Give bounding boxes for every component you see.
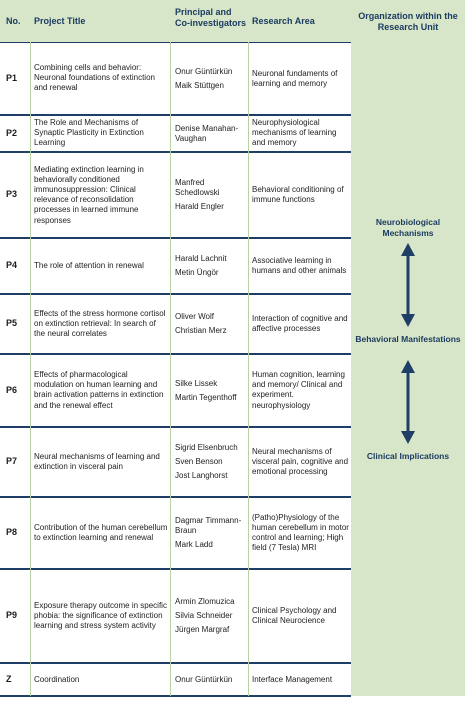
project-title: Coordination: [34, 674, 80, 684]
row-divider: [0, 496, 351, 498]
investigator-name: Maik Stüttgen: [175, 80, 224, 90]
investigators: [175, 597, 247, 636]
research-area: Clinical Psychology and Clinical Neurocience: [252, 606, 337, 626]
research-area: Behavioral conditioning of immune functions: [252, 185, 344, 205]
table-row: [0, 238, 351, 294]
project-number: P6: [6, 384, 18, 395]
investigator-name: Jost Langhorst: [175, 470, 228, 480]
research-area: (Patho)Physiology of the human cerebellum in motor control and learning; High field (7 Tesla) MRI: [252, 512, 349, 553]
investigator-name: Armin Zlomuzica: [175, 596, 235, 606]
table-row: [0, 569, 351, 663]
research-area: Interaction of cognitive and affective processes: [252, 314, 348, 334]
investigators: [175, 254, 247, 278]
org-label-behavioral: Behavioral Manifestations: [355, 334, 461, 344]
row-divider: [0, 237, 351, 239]
project-number: Z: [6, 673, 12, 684]
row-divider: [0, 42, 351, 43]
column-divider: [30, 42, 31, 696]
project-number: P2: [6, 127, 18, 138]
project-number: P5: [6, 318, 18, 328]
org-label-neurobiological: Neurobiological Mechanisms: [375, 217, 441, 238]
project-number: P9: [6, 610, 18, 620]
investigators: [175, 178, 247, 213]
double-arrow-icon: [400, 243, 416, 327]
column-divider: [170, 42, 171, 696]
header-title: Project Title: [34, 16, 86, 26]
header-research-area: Research Area: [252, 16, 315, 26]
research-area: Associative learning in humans and other animals: [252, 256, 347, 276]
header-investigators: Principal and Co-investigators: [175, 7, 247, 28]
research-area: Neurophysiological mechanisms of learning and memory: [252, 118, 337, 148]
project-title: Mediating extinction learning in behaviorally conditioned immunosuppression: Clinical relevance of reconsolidation processes in learned immune responses: [34, 164, 144, 225]
header-no: No.: [6, 16, 21, 26]
project-number: P1: [6, 72, 18, 83]
investigators: [175, 124, 247, 144]
project-title: Neural mechanisms of learning and extinction in visceral pain: [34, 452, 160, 472]
investigator-name: Martin Tegenthoff: [175, 392, 237, 402]
column-divider: [248, 42, 249, 696]
research-area: Neuronal fundaments of learning and memory: [252, 68, 338, 88]
investigator-name: Onur Güntürkün: [175, 674, 233, 684]
table-row: [0, 152, 351, 238]
investigator-name: Jürgen Margraf: [175, 624, 230, 634]
investigators: [175, 379, 247, 403]
investigator-name: Silke Lissek: [175, 378, 218, 388]
investigator-name: Oliver Wolf: [175, 312, 214, 321]
table-row: [0, 663, 351, 696]
row-divider: [0, 662, 351, 664]
investigators: [175, 312, 247, 336]
table-row: [0, 354, 351, 427]
research-area: Interface Management: [252, 674, 333, 684]
project-number: P7: [6, 456, 18, 466]
investigator-name: Onur Güntürkün: [175, 66, 233, 76]
project-title: The Role and Mechanisms of Synaptic Plasticity in Extinction Learning: [34, 118, 144, 148]
investigator-name: Sigrid Elsenbruch: [175, 442, 238, 452]
investigator-name: Sven Benson: [175, 456, 223, 466]
row-divider: [0, 568, 351, 570]
investigator-name: Silvia Schneider: [175, 610, 233, 620]
investigator-name: Manfred Schedlowski: [175, 177, 220, 197]
investigator-name: Dagmar Timmann-Braun: [175, 515, 242, 535]
table-row: [0, 497, 351, 569]
org-label-clinical: Clinical Implications: [366, 451, 450, 461]
investigator-name: Harald Engler: [175, 201, 224, 211]
table-row: [0, 42, 351, 115]
table-row: [0, 294, 351, 354]
project-number: P3: [6, 189, 18, 199]
research-area: Neural mechanisms of visceral pain, cognitive and emotional processing: [252, 446, 349, 476]
investigators: [175, 443, 247, 482]
investigator-name: Harald Lachnit: [175, 254, 227, 263]
row-divider: [0, 293, 351, 295]
investigators: [175, 67, 247, 91]
project-title: Effects of pharmacological modulation on human learning and brain activation patterns in extinction and the renewal effect: [34, 370, 164, 410]
investigator-name: Mark Ladd: [175, 539, 213, 549]
row-divider: [0, 151, 351, 153]
project-title: Effects of the stress hormone cortisol on extinction retrieval: In search of the neural correlates: [34, 308, 166, 338]
double-arrow-icon: [400, 360, 416, 444]
project-title: Exposure therapy outcome in specific phobia: the significance of extinction learning and stress system activity: [34, 600, 167, 630]
table-row: [0, 115, 351, 152]
investigators: [175, 516, 247, 551]
row-divider: [0, 695, 351, 697]
investigator-name: Metin Üngör: [175, 268, 219, 278]
table-row: [0, 427, 351, 497]
investigator-name: Denise Manahan-Vaughan: [175, 123, 239, 143]
project-title: The role of attention in renewal: [34, 261, 144, 270]
project-number: P8: [6, 527, 18, 537]
investigators: [175, 675, 247, 685]
project-title: Contribution of the human cerebellum to extinction learning and renewal: [34, 523, 168, 543]
row-divider: [0, 426, 351, 428]
project-number: P4: [6, 260, 18, 270]
research-area: Human cognition, learning and memory/ Clinical and experiment. neurophysiology: [252, 370, 345, 410]
project-title: Combining cells and behavior: Neuronal foundations of extinction and renewal: [34, 63, 155, 93]
row-divider: [0, 353, 351, 355]
row-divider: [0, 114, 351, 116]
investigator-name: Christian Merz: [175, 326, 227, 336]
header-organization: Organization within the Research Unit: [358, 11, 458, 32]
